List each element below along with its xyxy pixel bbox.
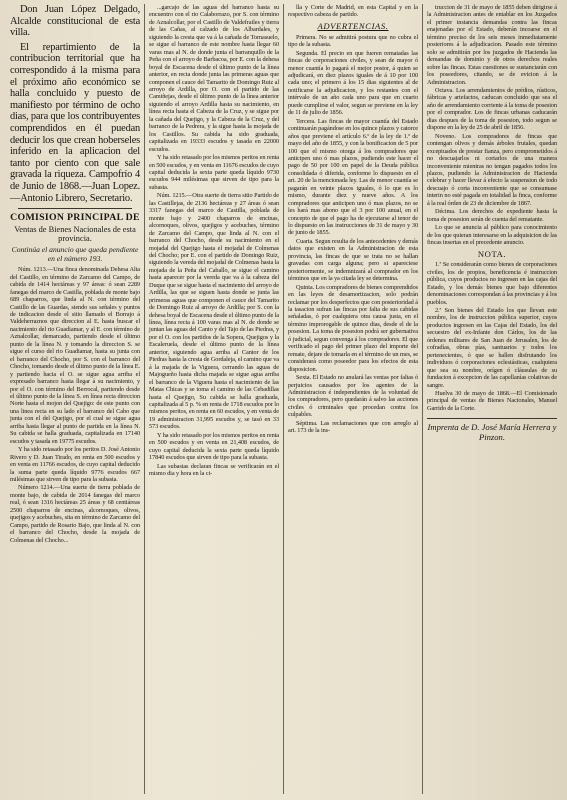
paragraph: Núm. 1213.—Una finca denominada Dehesa Alta del Castillo, en término de Zarcamo del Campo, de cabida de 1414 hectáreas y 97 áreas: ó sean 2289 fanegas del marco de Castilla, poblada de monte bajo 689 chaparros, que linda al N. con término del Castillo de las Guardas, siendo sus señales y puntos de indicacion desde el sitio llamado el Borrajo á Valdeherraznos que direccion al E. hasta buscar el nacimiento del rio Guadiamar, y al E. con término de Aznalcollar, demarcado, partiendo desde el último punto de la línea N. y tomando la direccion S. se sigue el curso del rio Guadiamar, hasta su junta con el barranco del Chocho, por S. con el barranco del Chocho, tomando desde el último punto de la línea E. y partiendo hacia el O. se sigue agua arriba el expresado barranco hasta llegar á su nacimiento, y por el O. con término del Berrocal, partiendo desde el último punto de la línea S. en línea recta direccion Norte hasta el mojon del Quejigo: de este punto con una linea recta en su lado el barranco del Cabo que junta con el del Quejigo, por el cual se sigue agua arriba hasta llegar al punto de partida en la línea N. Su cabida se halla graduada, capitalizada en 17140 escudos y tasada en 19775 escudos. — [10, 266, 140, 445]
continuation-note: Continúa el anuncio que queda pendiente en el número 193. — [11, 245, 139, 263]
commission-subtitle: Ventas de Bienes Nacionales de esta provincia. — [14, 224, 136, 244]
paragraph: Quinta. Los compradores de bienes comprendidos en las leyes de desamortizacion, solo podrán reclamar por los desperfectos que con posterioridad á la tasacion sufran las fincas por falta de sus cabidas señaladas, ó por cualquiera otra causa justa, en el término improrogable de quince dias, desde el de la posesion. La toma de posesion podrá ser gubernativa ó judicial, segun convenga á los compradores. El que verificado el pago del primer plazo del importe del remate, dejare de tomarla en el término de un mes, se considerará como poseedor para los efectos de esta disposicion. — [288, 283, 418, 373]
paragraph: Y ha sido retasado por los peritos D. José Antonio Rivero y D. Juan Tirado, en renta en 500 escudos y en venta en 11766 escudos, de cuyo capital deducido la suma parte queda líquido 9776 escudos 667 milésimas que sirven de tipo para la subasta. — [10, 446, 140, 483]
paragraph: lla y Corte de Madrid, en esta Capital y en la respectivo cabeza de partido. — [288, 4, 418, 19]
paragraph: truccion de 31 de mayo de 1855 deben dirigirse á la Administracion antes de entablar en los Juzgados el primer instancia demandas contra las fincas enajenadas por el Estado, deberán incoarse en el término preciso de los seis meses inmediatamente posteriores á la adjudicacion. Pasado este término solo se admitirán por los juzgados de Hacienda las demandas de dominio y de otros derechos reales sobre las fincas. Estas cuestiones se sustanciarán con los poseedores, citando, se de evicion á la Administracion. — [427, 4, 557, 86]
paragraph: Séptima. Las reclamaciones que con arreglo al art. 173 de la ins- — [288, 419, 418, 435]
paragraph: Décima. Los derechos de expediente hasta la toma de posesion serán de cuenta del rematante. — [427, 208, 557, 223]
paragraph: Octava. Los arrendamientos de prédios, rústicos, fábricas y artefactos, caducan concluido que sea el año de arrendamiento corriente á la toma de posesion por el comprador. Los de fincas urbanas caducarán dias despues de la toma de posesion, todo segun se dispone en la ley de 25 de abril de 1856. — [427, 86, 557, 132]
column-1 — [6, 4, 145, 794]
paragraph: 1.ª Se considerarán como bienes de corporaciones civiles, los de propios, beneficencia é instruccion pública, cuyos productos no ingresen en las cajas del Estado, y los demás bienes que bajo diferentes denominaciones correspondan á las provincias y á los pueblos. — [427, 261, 557, 306]
paragraph: Segunda. El precio en que fueren rematadas las fincas de corporaciones civiles, y sean de mayor ó menor cuantía lo pagará el mejor postor, á quien se adjudicará, en diez plazos iguales de á 10 por 100 cada uno; el primero á los 15 dias siguientes al de notificarse la adjudicacion, y los restantes con el intérvalo de un año cada uno para que en cuarto puede cumplirse el valor, segun se previene en la ley de 11 de julio de 1856. — [288, 49, 418, 117]
column-2 — [145, 4, 284, 794]
paragraph: Y ha sido retasado por los mismos peritos en renta en 500 escudos y en venta en 21,408 escudos, de cuyo capital deducida la sexta parte queda líquido 17840 escudos que sirven de tipo para la subasta. — [149, 431, 279, 462]
nota-heading: NOTA. — [477, 248, 507, 259]
paragraph: Noveno. Los compradores de fincas que contengan olivos y demás árboles frutales, quedan exceptuados de prestar fianza, pero comprometidos á no descuajarlos ni cortarlos de una manera inconveniente mientras no tengan pagados todos los plazos, pudiendo la Administracion de Hacienda celebrar y hacer llevar á efecto la suspension de todo descuajo ó corta inconveniente que se consumase interin no esté pagada en totalidad la finca, conforme á la real órden de 23 de diciembre de 1867. — [427, 132, 557, 207]
paragraph: Sexta. El Estado no anulará las ventas por faltas ó perjuicios causados por los agentes de la Administracion é independientes de la voluntad de los compradores, pero quedarán á salvo las acciones civiles ó criminales que procedan contra los culpables. — [288, 374, 418, 419]
column-4 — [423, 4, 561, 794]
paragraph: Lo que se anuncia al público para conocimiento de los que quieran interesarse en la adquisicion de las fincas insertas en el precedente anuncio. — [427, 224, 557, 247]
paragraph: Núm. 1215.—Otra suerte de tierra sitio Partido de las Castillejas, de 2136 hectáreas y 27 áreas ó sean 3317 fanegas del marco de Castilla, poblada de monte bajo y 2400 chaparros de encinas, alcornoques, olivos, quejigos y acebuches, término de Zarcamo del Campo, que linda al N. con el barranco del Chocho, desde su nacimiento en el mojadal del Quejigo hasta el mojadal de Colmenas del Chocho; por E. con el partido de Domingo Ruiz, siguiendo la vereda del mojadal de Colmenas hasta la mojada de la Peña del Caballo, se sigue el camino hasta aparecer por la vereda que va á la cabeza del Duque que se sigue hasta el nacimiento del arroyo de Ardilla, las que se siguen hasta donde se junta las primeras aguas que componen el cauce del Tamarito de Domingo Ruiz al arroyo de Ardilla; por S. con la dehesa boyal de Escacena desde el último punto de la línea, línea recta á 100 varas mas al N. de donde se juntan las aguas del Canto y del Tajo de las Piedras, y por el O. con los partidos de la Sopera, Quejigos y la Escaleruela, desde el último punto de la línea anterior, siguiendo agua arriba al Cantor de los Piedras hasta la cresta de Gordaleja, el camino que va á la majada de la Viguera, cerrando las aguas de Majogueño hasta dicha majada se sigue agua arriba el barranco de la Viguera hasta el nacimiento de las Matas Chicas y se toma el camino de las Cebadillas hasta el Quejigo, Su cabida se halla graduada, capitalizada al 5 p. % en renta de 1718 escudos por lo mismos peritos, en renta en 60 escudos, y en venta de 19 administracion 31,995 escudos y, se tasó en 33 573 escudos. — [149, 192, 279, 431]
commission-title: COMISION PRINCIPAL DE — [10, 212, 140, 224]
mayor-heading: Don Juan López Delgado, Alcalde constitucional de esta villa. — [10, 4, 140, 39]
paragraph: Las subastas declaran fincas se verificarán en el mismo dia y hora en la ci- — [149, 462, 279, 478]
paragraph: Primera. No se admitirá postura que no cubra el tipo de la subasta. — [288, 33, 418, 49]
paragraph: 2.ª Son bienes del Estado los que llevan este nombre, los de instruccion pública superior, cuyos productos ingresen en las Cajas del Estado, los del secuestro del ex-Infante don Cárlos, los de las órdenes militares de San Juan de Jerusalen, los de cofradías, obras pías, santuarios y todos los pertenecientes, ó que se hallen disfrutando los individuos ó corporaciones eclesiásticas, cualquiera que sea su nombre, orígen ó cláusulas de su fundacion á excepcion de las capellanías colativas de sangre. — [427, 307, 557, 389]
mayor-notice: El repartimiento de la contribucion territorial que ha correspondido á la misma para el próximo año económico se halla concluido y puesto de manifiesto por término de ocho dias, para que los contribuyentes comprendidos en él puedan deducir los que crean hoberseles inferido en la aplicacion del tanto por ciento con que sale gravada la riqueza. Campofrío 4 de Junio de 1868.—Juan Lopez.—Antonio Librero, Secretario. — [10, 41, 140, 204]
paragraph: Cuarta. Segun resulta de los antecedentes y demás datos que existen en la Administracion de esta provincia, las fincas de que se trata no se hallan gravadas con carga alguna; pero si apareciese posteriormente, se indemnizará al comprador en los términos que en la ya citada ley se determina. — [288, 237, 418, 283]
printer-imprint: Imprenta de D. José María Herrera y Pinzon. — [427, 418, 557, 442]
advertencias-heading: ADVERTENCIAS. — [317, 20, 389, 31]
divider — [18, 208, 132, 209]
signature-paragraph: Huelva 30 de mayo de 1868.—El Comisionado principal de ventas de Bienes Nacionales, Manuel Garrido de la Corte. — [427, 390, 557, 412]
column-3 — [284, 4, 423, 794]
paragraph: Número 1214.—Una suerte de tierra poblada de monte bajo, de cabida de 2014 fanegas del marco real, ó sean 1316 hectáreas 25 áreas y 68 centiáreas 2500 chaparros de encinas, alcornoques, olivos, quejigos y acebuches, sita en término de Zarcamo del Campo, partido de Rosario Bajo, que linda al N. con el barranco del Chocho, desde la mojada de Colmenas del Chocho... — [10, 484, 140, 544]
paragraph: Tercera. Las fincas de mayor cuantía del Estado continuarán pagándose en los quince plazos y catorce años que previene el artículo 6.º de la ley de 1.º de mayo del año de 1855, y con la bonificacion de 5 por 100 que el mismo otorga á los compradores que anticipen uno ó mas plazos, pudiendo este hacer el pago de 50 por 100 en papel de la Deuda pública consolidada ó diferida, conforme lo dispuesto en el art. 20 de la mencionada ley. Las de menor cuantía se pagarán en veinte plazos iguales, ó lo que es lo mismo, durante diez y nueve años. A los compradores que anticipen uno ó mas plazos, no se les hará mas abono que el 3 por 100 anual, en el concepto de que el pago ha de ejecutarse al tenor de lo dispuesto en las instrucciones de 31 de mayo y 30 de junio de 1855. — [288, 117, 418, 237]
paragraph: Y ha sido retasado por los mismos peritos en renta en 500 escudos, y en venta en 11676 escudos de cuyo capital deducida la sexta parte queda líquido 9730 escudos 944 milésimas que sirven de tipo para la subasta. — [149, 154, 279, 191]
paragraph: ...garcajo de las aguas del barranco hasta su encuentro con el rio Calaborrazo, por S. con término de Aznalcollar, por el Castillo de Valdefrailes y tierra de las Cañas, al calzado de los Albardales, y siguiendo la cresta que va á la cañada de Tornasuelo, se sigue el barranco de este nombre hasta llegar 60 varas mas al N. de donde junta el barranquillo de la Peña con el arroyo de Barbacoa, por E. con la dehesa boyal de Escacena desde el último punto de la línea anterior, en recta donde junta las primeras aguas que componen el cauce del Tamarito de Domingo Ruiz al arroyo de Ardilla, por O. con el partido de las Camiñejas, desde el último punto de la línea anterior siguiendo el arroyo Ardilla hasta su nacimiento, en línea recta hasta el Cabeza de la Cruz, y se sigue por la cañada del Quejigo, y la Cabeza de la Cruz, y del barranco de la Pedrera, y la sigue hasta la mojada de los Castillos. Su cabida ha sido graduada, capitalizada en 19333 escudos y tasada en 22000 escudos. — [149, 4, 279, 153]
